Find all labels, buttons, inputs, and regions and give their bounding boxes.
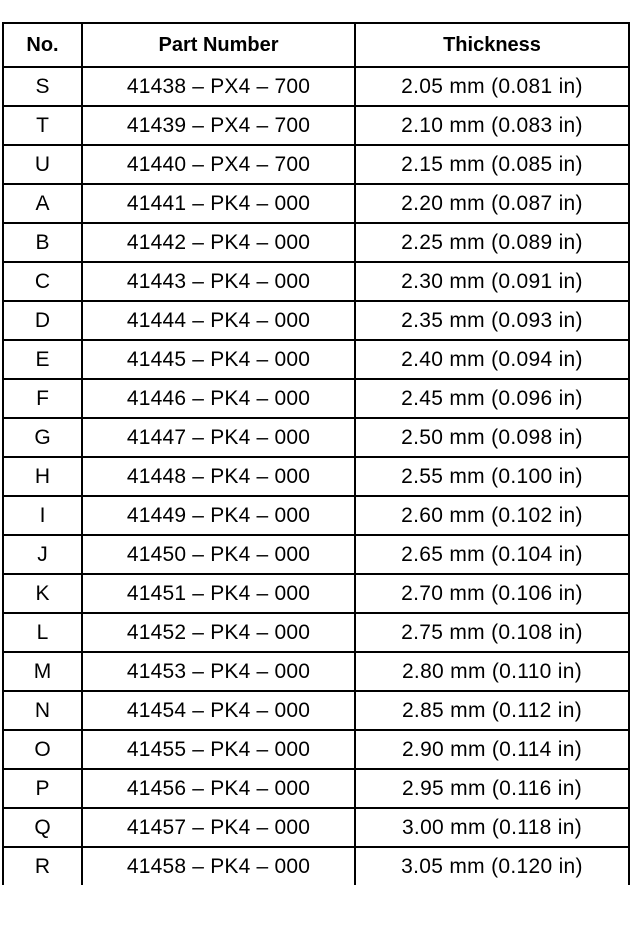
cell-no: A [3, 184, 82, 223]
cell-no: U [3, 145, 82, 184]
cell-thickness: 2.05 mm (0.081 in) [355, 67, 629, 106]
table-row [3, 535, 629, 574]
header-no: No. [3, 23, 82, 67]
cell-no: O [3, 730, 82, 769]
cell-part-number: 41441 – PK4 – 000 [82, 184, 355, 223]
cell-no: D [3, 301, 82, 340]
cell-no: R [3, 847, 82, 885]
cell-no: L [3, 613, 82, 652]
cell-part-number: 41449 – PK4 – 000 [82, 496, 355, 535]
table-row [3, 652, 629, 691]
cell-part-number: 41443 – PK4 – 000 [82, 262, 355, 301]
cell-thickness: 2.65 mm (0.104 in) [355, 535, 629, 574]
shim-thickness-table [2, 22, 630, 885]
cell-part-number: 41446 – PK4 – 000 [82, 379, 355, 418]
table-row [3, 691, 629, 730]
cell-no: P [3, 769, 82, 808]
cell-part-number: 41447 – PK4 – 000 [82, 418, 355, 457]
cell-no: K [3, 574, 82, 613]
header-thickness: Thickness [355, 23, 629, 67]
header-row [3, 23, 629, 67]
cell-thickness: 3.05 mm (0.120 in) [355, 847, 629, 885]
cell-part-number: 41438 – PX4 – 700 [82, 67, 355, 106]
cell-part-number: 41445 – PK4 – 000 [82, 340, 355, 379]
table-row [3, 145, 629, 184]
cell-no: Q [3, 808, 82, 847]
table-row [3, 418, 629, 457]
cell-part-number: 41442 – PK4 – 000 [82, 223, 355, 262]
cell-no: E [3, 340, 82, 379]
cell-thickness: 2.20 mm (0.087 in) [355, 184, 629, 223]
cell-thickness: 2.25 mm (0.089 in) [355, 223, 629, 262]
cell-thickness: 2.40 mm (0.094 in) [355, 340, 629, 379]
cell-part-number: 41450 – PK4 – 000 [82, 535, 355, 574]
table-header [3, 23, 629, 67]
cell-no: I [3, 496, 82, 535]
table-row [3, 340, 629, 379]
table-row [3, 574, 629, 613]
table-row [3, 457, 629, 496]
cell-no: F [3, 379, 82, 418]
table-row [3, 301, 629, 340]
cell-no: G [3, 418, 82, 457]
table-row [3, 262, 629, 301]
cell-thickness: 2.95 mm (0.116 in) [355, 769, 629, 808]
cell-part-number: 41451 – PK4 – 000 [82, 574, 355, 613]
table-row [3, 379, 629, 418]
cell-thickness: 2.75 mm (0.108 in) [355, 613, 629, 652]
cell-no: B [3, 223, 82, 262]
cell-thickness: 2.45 mm (0.096 in) [355, 379, 629, 418]
cell-part-number: 41454 – PK4 – 000 [82, 691, 355, 730]
table-row [3, 223, 629, 262]
table-row [3, 769, 629, 808]
cell-no: N [3, 691, 82, 730]
cell-no: M [3, 652, 82, 691]
cell-part-number: 41457 – PK4 – 000 [82, 808, 355, 847]
cell-no: H [3, 457, 82, 496]
cell-part-number: 41455 – PK4 – 000 [82, 730, 355, 769]
cell-thickness: 2.50 mm (0.098 in) [355, 418, 629, 457]
cell-part-number: 41448 – PK4 – 000 [82, 457, 355, 496]
cell-thickness: 2.10 mm (0.083 in) [355, 106, 629, 145]
cell-part-number: 41458 – PK4 – 000 [82, 847, 355, 885]
cell-part-number: 41453 – PK4 – 000 [82, 652, 355, 691]
cell-thickness: 2.60 mm (0.102 in) [355, 496, 629, 535]
header-part-number: Part Number [82, 23, 355, 67]
cell-no: J [3, 535, 82, 574]
cell-no: C [3, 262, 82, 301]
table-row [3, 106, 629, 145]
table-body [3, 67, 629, 885]
cell-thickness: 3.00 mm (0.118 in) [355, 808, 629, 847]
cell-part-number: 41440 – PX4 – 700 [82, 145, 355, 184]
cell-thickness: 2.90 mm (0.114 in) [355, 730, 629, 769]
cell-part-number: 41452 – PK4 – 000 [82, 613, 355, 652]
cell-thickness: 2.55 mm (0.100 in) [355, 457, 629, 496]
table-row [3, 67, 629, 106]
cell-part-number: 41444 – PK4 – 000 [82, 301, 355, 340]
table-row [3, 730, 629, 769]
table-row [3, 184, 629, 223]
cell-thickness: 2.15 mm (0.085 in) [355, 145, 629, 184]
table-row [3, 847, 629, 885]
cell-thickness: 2.80 mm (0.110 in) [355, 652, 629, 691]
cell-part-number: 41439 – PX4 – 700 [82, 106, 355, 145]
cell-thickness: 2.35 mm (0.093 in) [355, 301, 629, 340]
cell-thickness: 2.30 mm (0.091 in) [355, 262, 629, 301]
table-row [3, 808, 629, 847]
cell-thickness: 2.70 mm (0.106 in) [355, 574, 629, 613]
cell-no: S [3, 67, 82, 106]
cell-thickness: 2.85 mm (0.112 in) [355, 691, 629, 730]
table-row [3, 496, 629, 535]
cell-part-number: 41456 – PK4 – 000 [82, 769, 355, 808]
table-row [3, 613, 629, 652]
cell-no: T [3, 106, 82, 145]
